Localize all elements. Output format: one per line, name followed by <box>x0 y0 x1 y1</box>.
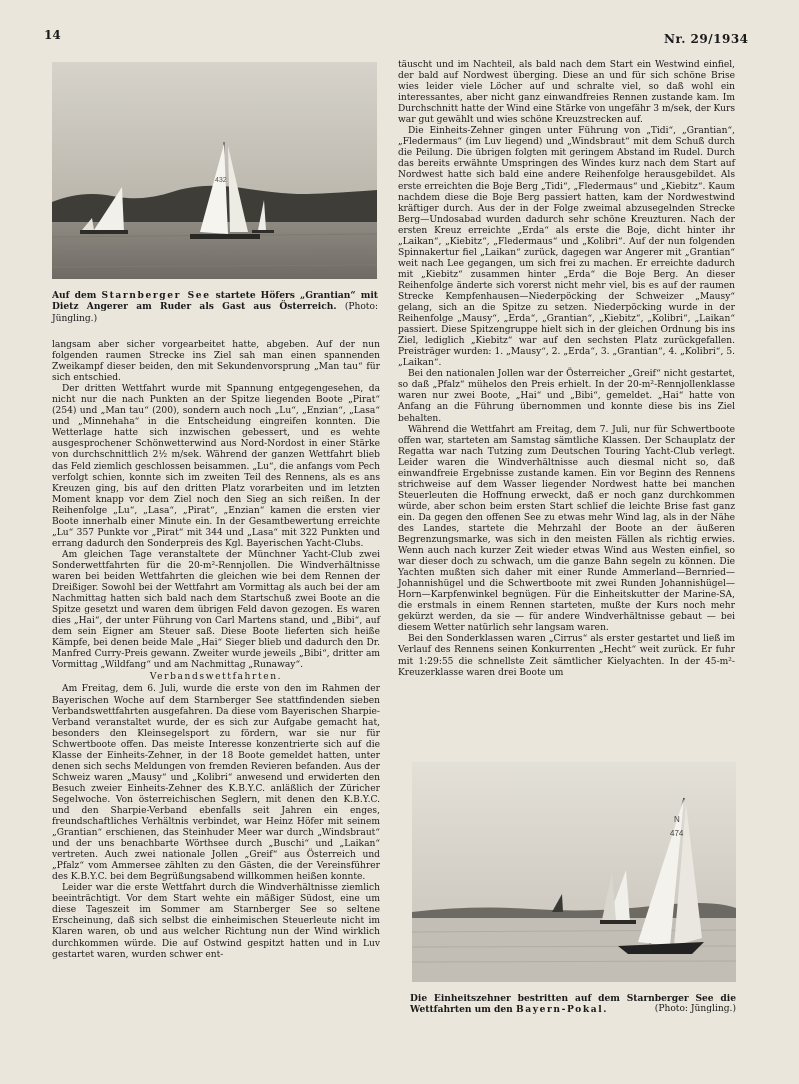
einheitszehner-race-image <box>412 762 736 982</box>
svg-text:432: 432 <box>215 177 227 184</box>
issue-number: Nr. 29/1934 <box>664 32 749 46</box>
section-heading: Verbandswettfahrten. <box>149 672 283 683</box>
sailing-photo-left <box>52 62 377 279</box>
caption-left-credit: (Photo: Jüngling.) <box>52 302 379 324</box>
page-number: 14 <box>44 28 61 42</box>
right-paragraph-1: täuscht und im Nachteil, als bald nach dem Start ein Westwind einfiel, der bald auf Nordwest überging. Diese an und für sich schöne Brise wies leider viele Löcher auf und schralte viel, so daß wohl ein interessantes, aber nicht ganz einwandfreies Rennen zustande kam. Im Durchschnitt hatte der Wind eine Stärke von ungefähr 3 m/sek, der Kurs war gut gewählt und wies schöne Kreuzstrecken auf. <box>398 60 735 126</box>
svg-text:N: N <box>674 815 680 824</box>
svg-text:474: 474 <box>670 829 684 838</box>
left-paragraph-3: Am gleichen Tage veranstaltete der Münchner Yacht-Club zwei Sonderwettfahrten für die 20-m²-Rennjollen. Die Windverhältnisse waren bei beiden Wettfahrten die gleichen wie bei dem Rennen der Dreißiger. Sowohl bei der Wettfahrt am Vormittag als auch bei der am Nachmittag hatten sich bald nach dem Startschuß zwei Boote an die Spitze gesetzt und waren dem übrigen Feld davon gezogen. Es waren dies „Hai“, der unter Führung von Carl Martens stand, und „Bibi“, auf dem sein Eigner am Steuer saß. Diese Boote lieferten sich heiße Kämpfe, bei denen beide Male „Hai“ Sieger blieb und dadurch den Dr. Manfred Curry-Preis gewann. Zweiter wurde jeweils „Bibi“, dritter am Vormittag „Wildfang“ und am Nachmittag „Runaway“. <box>52 549 380 671</box>
left-paragraph-5: Leider war die erste Wettfahrt durch die Windverhältnisse ziemlich beeinträchtigt. Vor dem Start wehte ein mäßiger Südost, eine um diese Tageszeit im Sommer am Starnberger See so seltene Erscheinung, daß sich selbst die einheimischen Steuerleute nicht im Klaren waren, ob und aus welcher Richtung nun der Wind wirklich durchkommen würde. Die auf Ostwind gespitzt hatten und in Luv gestartet waren, wurden schwer ent- <box>52 883 380 960</box>
right-paragraph-4: Während die Wettfahrt am Freitag, dem 7. Juli, nur für Schwertboote offen war, starteten am Samstag sämtliche Klassen. Der Schauplatz der Regatta war nach Tutzing zum Deutschen Touring Yacht-Club verlegt. Leider waren die Windverhältnisse auch diesmal nicht so, daß einwandfreie Ergebnisse zustande kamen. Ein vor Beginn des Rennens strichweise auf dem Wasser liegender Nordwest hatte bei manchen Steuerleuten die Hoffnung erweckt, daß er noch ganz durchkommen würde, aber schon beim ersten Start schlief die leichte Brise fast ganz ein. Da gegen den offenen See zu etwas mehr Wind lag, als in der Nähe des Landes, startete die Mehrzahl der Boote an der äußeren Begrenzungsmarke, was sich in den meisten Fällen als richtig erwies. Wenn auch nach kurzer Zeit wieder etwas Wind aus Westen einfiel, so war dieser doch zu schwach, um die ganze Bahn segeln zu können. Die Yachten mußten sich daher mit einer Runde Ammerland—Bernried—Johannishügel und die Schwertboote mit zwei Runden Johannishügel—Horn—Karpfenwinkel begnügen. Für die Einheitskutter der Marine-SA, die erstmals in einem Rennen starteten, mußte der Kurs noch mehr gekürzt werden, da sie — für andere Windverhältnisse gebaut — bei diesem Wetter natürlich sehr langsam waren. <box>398 424 735 634</box>
photo-caption-left <box>52 290 378 325</box>
right-paragraph-2: Die Einheits-Zehner gingen unter Führung von „Tidi“, „Grantian“, „Fledermaus“ (im Luv liegend) und „Windsbraut“ mit dem Schuß durch die Peilung. Die übrigen folgten mit geringem Abstand im Rudel. Durch das bereits erwähnte Umspringen des Windes kurz nach dem Start auf Nordwest hatte sich bald eine andere Reihenfolge herausgebildet. Als erste erreichten die Boje Berg „Tidi“, „Fledermaus“ und „Kiebitz“. Kaum nachdem diese die Boje Berg passiert hatten, kam der Nordwestwind kräftiger durch. Aus der in der Folge zweimal abzusegelnden Strecke Berg—Undosabad wurden dadurch sehr schöne Kreuzturen. Nach der ersten Kreuz erreichte „Erda“ als erste die Boje, dicht hinter ihr „Laikan“, „Kiebitz“, „Fledermaus“ und „Kolibri“. Auf der nun folgenden Spinnakertur fiel „Laikan“ zurück, dagegen war Angerer mit „Grantian“ weit nach Lee gegangen, um sich frei zu machen. Er erreichte dadurch mit „Kiebitz“ zusammen hinter „Erda“ die Boje Berg. An dieser Reihenfolge änderte sich vorerst nicht mehr viel, bis es auf der raumen Strecke Kempfenhausen—Niederpöcking der Schweizer „Mausy“ gelang, sich an die Spitze zu setzen. Niederpöcking wurde in der Reihenfolge „Mausy“, „Erda“, „Grantian“, „Kiebitz“, „Kolibri“, „Laikan“ passiert. Diese Spitzengruppe hielt sich in der gleichen Ordnung bis ins Ziel, lediglich „Kiebitz“ war auf den sechsten Platz zurückgefallen. Preisträger wurden: 1. „Mausy“, 2. „Erda“, 3. „Grantian“, 4. „Kolibri“, 5. „Laikan“. <box>398 126 735 369</box>
left-paragraph-4: Am Freitag, dem 6. Juli, wurde die erste von den im Rahmen der Bayerischen Woche auf dem Starnberger See stattfindenden sieben Verbandswettfahrten ausgefahren. Da diese vom Bayerischen Sharpie-Verband veranstaltet wurde, der es sich zur Aufgabe gemacht hat, besonders den Kleinsegelsport zu fördern, war sie nur für Schwertboote offen. Das meiste Interesse konzentrierte sich auf die Klasse der Einheits-Zehner, in der 18 Boote gemeldet hatten, unter denen sich sechs Meldungen von fremden Revieren befanden. Aus der Schweiz waren „Mausy“ und „Kolibri“ anwesend und erwiderten den Besuch zweier Einheits-Zehner des K.B.Y.C. anläßlich der Züricher Segelwoche. Von österreichischen Seglern, mit denen den K.B.Y.C. und den Sharpie-Verband ebenfalls seit Jahren ein enges, freundschaftliches Verhältnis verbindet, war Heinz Höfer mit seinem „Grantian“ erschienen, das Steinhuder Meer war durch „Windsbraut“ und der uns benachbarte Wörthsee durch „Buschi“ und „Laikan“ vertreten. Auch zwei nationale Jollen „Greif“ aus Österreich und „Pfalz“ vom Ammersee zählten zu den Gästen, die der Vereinsführer des K.B.Y.C. bei dem Begrüßungsabend willkommen heißen konnte. <box>52 684 380 883</box>
caption-right-credit: (Photo: Jüngling.) <box>654 1004 736 1014</box>
right-paragraph-3: Bei den nationalen Jollen war der Österreicher „Greif“ nicht gestartet, so daß „Pfalz“ mühelos den Preis erhielt. In der 20-m²-Rennjollenklasse waren nur zwei Boote, „Hai“ und „Bibi“, gemeldet. „Hai“ hatte von Anfang an die Führung übernommen und konnte diese bis ins Ziel behalten. <box>398 369 735 424</box>
left-paragraph-1: langsam aber sicher vorgearbeitet hatte, abgeben. Auf der nun folgenden raumen Strecke ins Ziel sah man einen spannenden Zweikampf dieser beiden, den mit Sekundenvorsprung „Man tau“ für sich entschied. <box>52 340 380 384</box>
left-text-column <box>52 340 380 961</box>
caption-right-spaced: Bayern-Pokal. <box>515 1004 609 1015</box>
sailboat-scene-image <box>52 62 377 279</box>
right-paragraph-5: Bei den Sonderklassen waren „Cirrus“ als erster gestartet und ließ im Verlauf des Rennens seinen Konkurrenten „Hecht“ weit zurück. Er fuhr mit 1:29:55 die schnellste Zeit sämtlicher Kielyachten. In der 45-m²-Kreuzerklasse waren drei Boote um <box>398 634 735 678</box>
caption-left-spaced: Starnberger See <box>101 290 211 301</box>
sailing-photo-right <box>412 762 736 982</box>
photo-caption-right <box>410 993 736 1015</box>
caption-right-pre: Die Einheitszehner bestritten auf dem Starnberger See die Wettfahrten um den <box>410 993 736 1015</box>
caption-left-pre: Auf dem <box>52 290 102 301</box>
left-paragraph-2: Der dritten Wettfahrt wurde mit Spannung entgegengesehen, da nicht nur die nach Punkten an der Spitze liegenden Boote „Pirat“ (254) und „Man tau“ (200), sondern auch noch „Lu“, „Enzian“, „Lasa“ und „Minnehaha“ in die Entscheidung eingreifen konnten. Die Wetterlage hatte sich inzwischen gebessert, und es wehte ausgesprochener Schönwetterwind aus Nord-Nordost in einer Stärke von durchschnittlich 2½ m/sek. Während der ganzen Wettfahrt blieb das Feld ziemlich geschlossen beisammen. „Lu“, die anfangs vom Pech verfolgt schien, konnte sich im zweiten Teil des Rennens, als es ans Kreuzen ging, bis auf den dritten Platz vorarbeiten und im letzten Moment knapp vor dem Ziel noch den Sieg an sich reißen. In der Reihenfolge „Lu“, „Lasa“, „Pirat“, „Enzian“ kamen die ersten vier Boote innerhalb einer Minute ein. In der Gesamtbewertung erreichte „Lu“ 357 Punkte vor „Pirat“ mit 344 und „Lasa“ mit 322 Punkten und errang dadurch den Sonderpreis des Kgl. Bayerischen Yacht-Clubs. <box>52 384 380 549</box>
right-text-column <box>398 60 735 679</box>
caption-left-post: startete Höfers „Grantian“ mit Dietz Angerer am Ruder als Gast aus Österreich. <box>52 290 378 312</box>
